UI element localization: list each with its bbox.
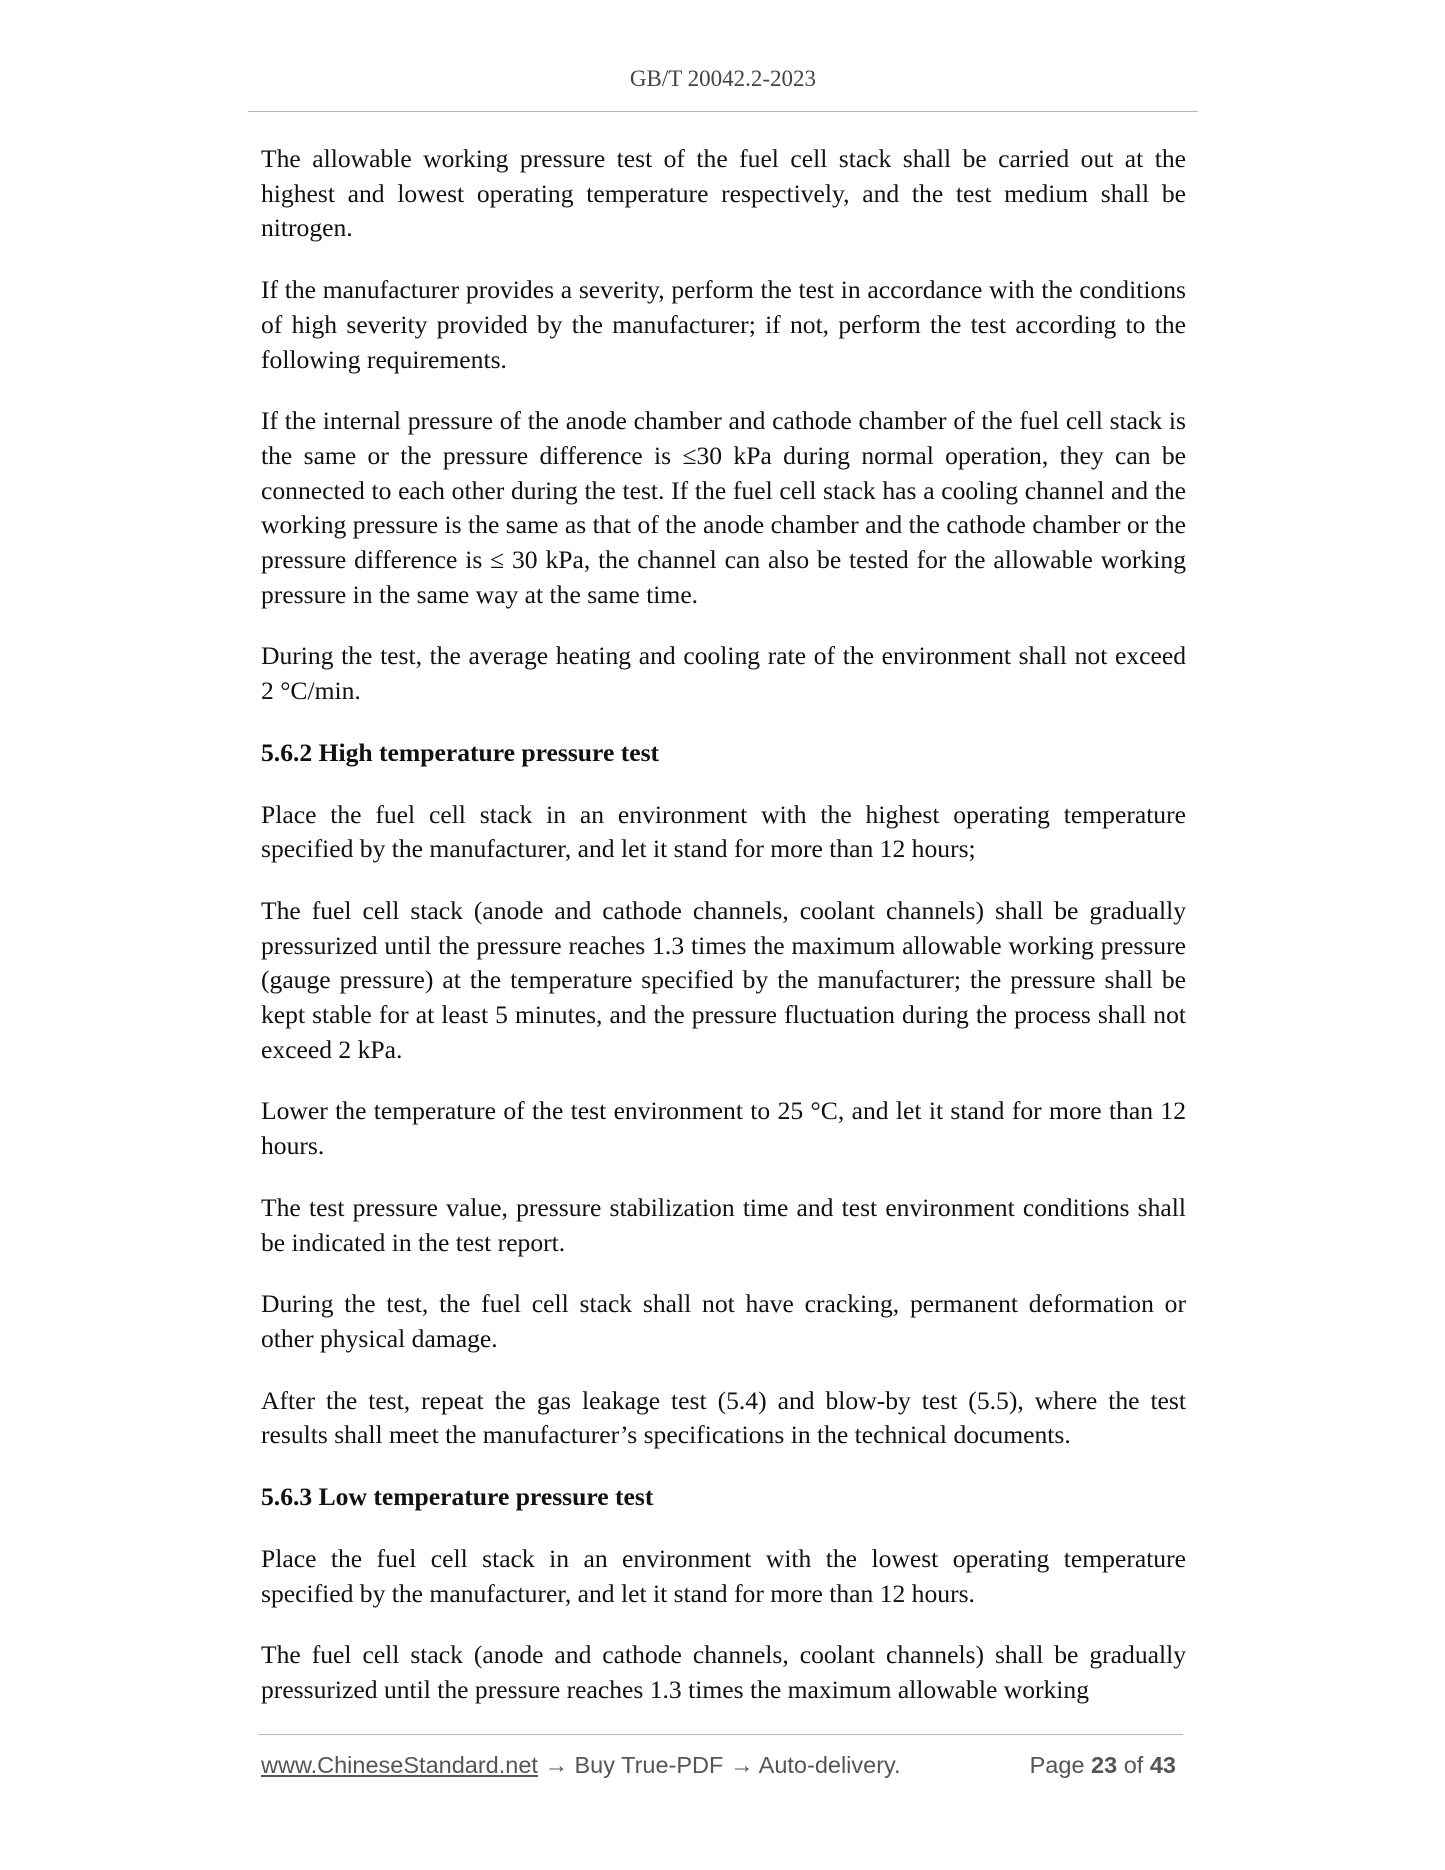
section-heading-5-6-2: 5.6.2 High temperature pressure test bbox=[261, 737, 660, 767]
header-divider bbox=[248, 111, 1198, 112]
paragraph: After the test, repeat the gas leakage test (5.4) and blow-by test (5.5), where the test results shall meet the manufacturer’s specifications in the technical documents. bbox=[261, 1385, 1186, 1450]
paragraph: Place the fuel cell stack in an environment with the highest operating temperature specified by the manufacturer, and let it stand for more than 12 hours; bbox=[261, 799, 1186, 864]
section-heading-5-6-3: 5.6.3 Low temperature pressure test bbox=[261, 1482, 654, 1512]
paragraph: During the test, the fuel cell stack shall not have cracking, permanent deformation or other physical damage. bbox=[261, 1289, 1186, 1353]
paragraph: Lower the temperature of the test environment to 25 °C, and let it stand for more than 12 hours. bbox=[261, 1096, 1186, 1161]
paragraph: Place the fuel cell stack in an environment with the lowest operating temperature specified by the manufacturer, and let it stand for more than 12 hours. bbox=[261, 1543, 1186, 1608]
footer-promo bbox=[261, 1752, 901, 1779]
site-link[interactable]: www.ChineseStandard.net bbox=[261, 1752, 538, 1778]
page-header: GB/T 20042.2-2023 bbox=[629, 66, 817, 91]
paragraph: The fuel cell stack (anode and cathode channels, coolant channels) shall be gradually pressurized until the pressure reaches 1.3 times the maximum allowable working pressure (gauge pressure) at the temperature specified by the manufacturer; the pressure shall be kept stable for at least 5 minutes, and the pressure fluctuation during the process shall not exceed 2 kPa. bbox=[261, 895, 1186, 1064]
paragraph: During the test, the average heating and cooling rate of the environment shall not exceed 2 °C/min. bbox=[261, 641, 1186, 706]
paragraph: If the manufacturer provides a severity, perform the test in accordance with the conditions of high severity provided by the manufacturer; if not, perform the test according to the following requirements. bbox=[261, 275, 1186, 374]
document-body bbox=[261, 142, 1186, 1735]
current-page-number: 23 bbox=[1091, 1752, 1118, 1778]
paragraph: If the internal pressure of the anode chamber and cathode chamber of the fuel cell stack is the same or the pressure difference is ≤30 kPa during normal operation, they can be connected to each other during the test. If the fuel cell stack has a cooling channel and the working pressure is the same as that of the anode chamber and the cathode chamber or the pressure difference is ≤ 30 kPa, the channel can also be tested for the allowable working pressure in the same way at the same time. bbox=[261, 406, 1186, 609]
page-word: Page bbox=[1029, 1752, 1085, 1778]
of-word: of bbox=[1123, 1752, 1144, 1778]
footer-promo-text: → Buy True-PDF → Auto-delivery. bbox=[537, 1752, 901, 1778]
footer-divider bbox=[258, 1734, 1183, 1735]
paragraph: The test pressure value, pressure stabilization time and test environment conditions shall be indicated in the test report. bbox=[261, 1192, 1186, 1257]
paragraph: The allowable working pressure test of the fuel cell stack shall be carried out at the highest and lowest operating temperature respectively, and the test medium shall be nitrogen. bbox=[261, 144, 1186, 243]
page-indicator bbox=[1030, 1752, 1176, 1779]
paragraph: The fuel cell stack (anode and cathode channels, coolant channels) shall be gradually pressurized until the pressure reaches 1.3 times the maximum allowable working bbox=[261, 1640, 1186, 1704]
total-pages-number: 43 bbox=[1149, 1752, 1176, 1778]
